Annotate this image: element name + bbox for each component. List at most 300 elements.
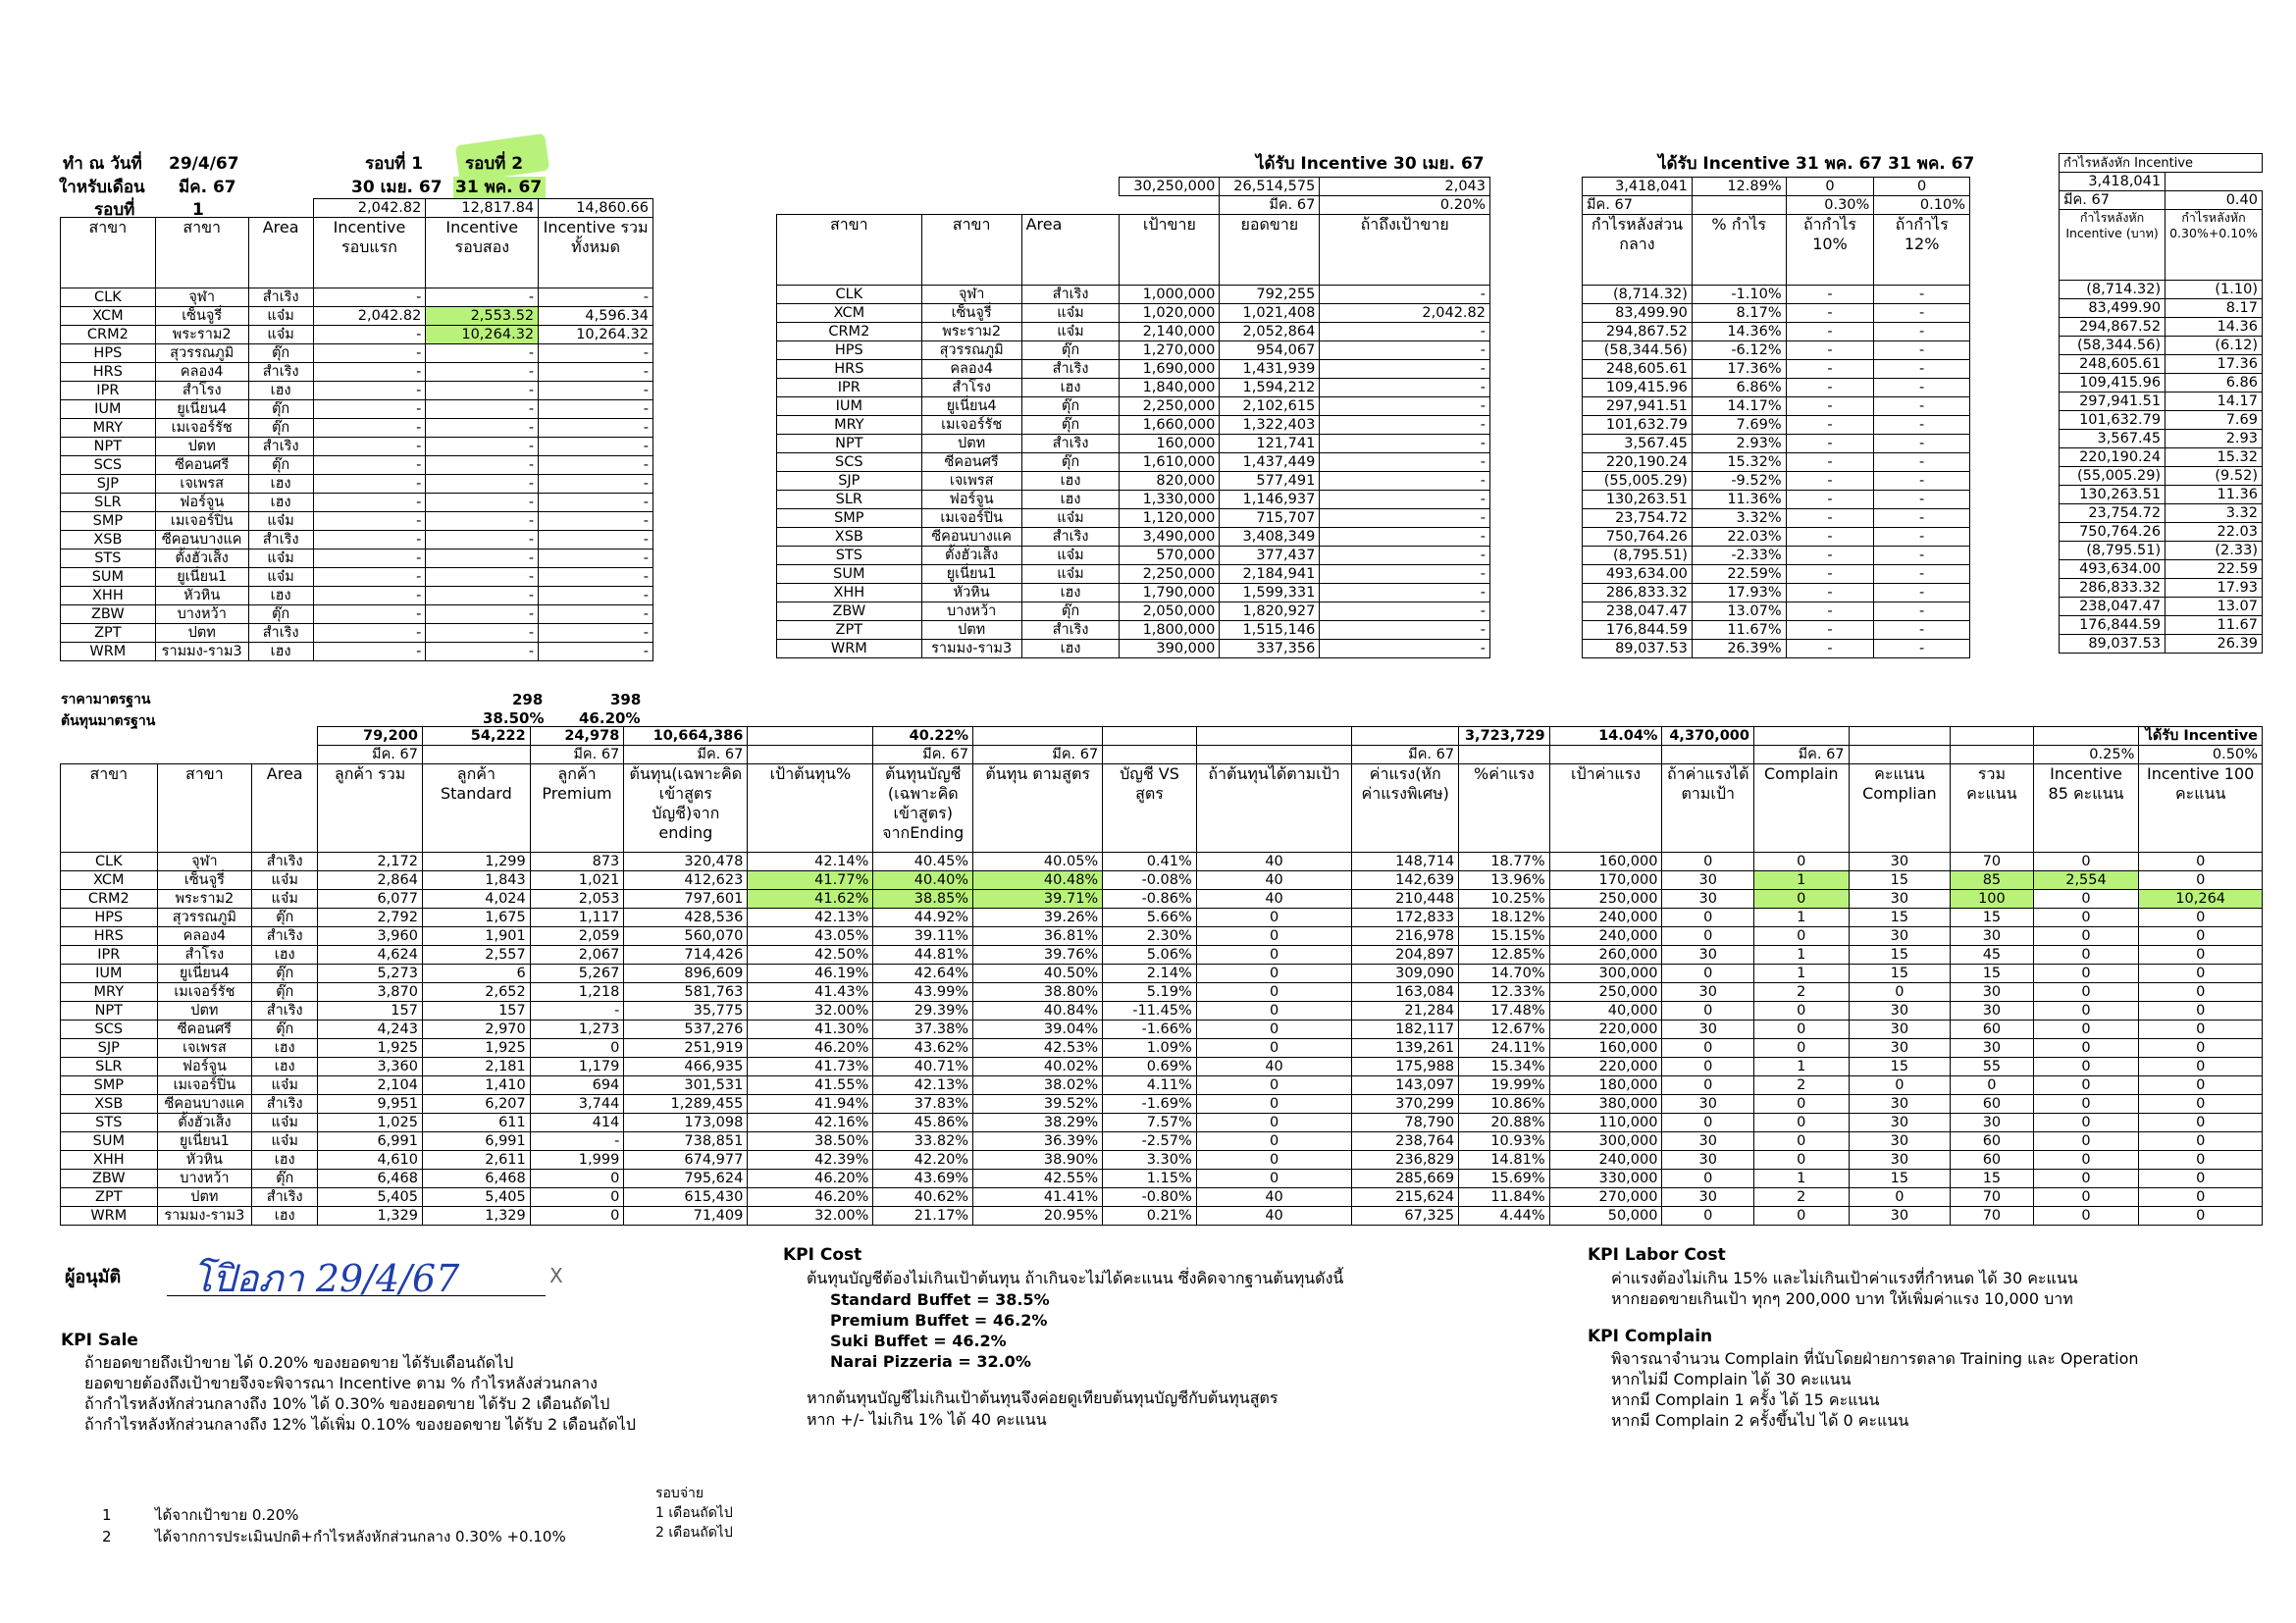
t3-cell: 17.36% [1692, 360, 1786, 379]
t3-cell: - [1874, 528, 1970, 547]
t5-cell: 3.30% [1103, 1151, 1197, 1170]
t3-cell: - [1786, 528, 1874, 547]
t5-cell: 251,919 [624, 1039, 748, 1058]
t5-header: คะแนน Complian [1849, 764, 1951, 853]
table-row [2060, 337, 2263, 355]
t5-cell: 36.39% [973, 1132, 1103, 1151]
t5-cell: 40.45% [873, 853, 973, 871]
t5-cell: 2,652 [422, 983, 530, 1002]
t5-cell: 0 [1753, 1207, 1849, 1226]
t5-cell: จุฬา [157, 853, 252, 871]
table-row [1583, 584, 1970, 602]
t5-cell: 0 [2033, 965, 2139, 983]
kpi-sale-title: KPI Sale [61, 1331, 138, 1350]
t5-cell: 0 [1196, 946, 1352, 965]
t3-cell: - [1874, 584, 1970, 602]
t2-cell: - [1320, 472, 1490, 491]
t2-cell: 1,594,212 [1220, 379, 1320, 397]
t5-cell: 0 [2033, 1170, 2139, 1188]
table-row [2060, 318, 2263, 337]
t5-cell: 5.19% [1103, 983, 1197, 1002]
t5-cell: 21,284 [1352, 1002, 1459, 1021]
t3-cell: 83,499.90 [1583, 304, 1693, 323]
t5-cell: 1.15% [1103, 1170, 1197, 1188]
t2-cell: เมเจอร์รัช [921, 416, 1021, 435]
t5-cell: 330,000 [1549, 1170, 1662, 1188]
t1-cell: จุฬา [155, 288, 248, 307]
t5-cell: 4,024 [422, 890, 530, 909]
t5-cell: 30 [1662, 871, 1754, 890]
t5-cell: 1,675 [422, 909, 530, 927]
t5-cell: 30 [1951, 983, 2033, 1002]
t5-sub [1459, 746, 1550, 764]
t3-cell: - [1786, 323, 1874, 341]
t4-cell: 750,764.26 [2060, 523, 2166, 542]
t3-cell: - [1874, 453, 1970, 472]
t5-cell: 1,925 [422, 1039, 530, 1058]
t2-cell: ตุ๊ก [1021, 453, 1120, 472]
t5-cell: 42.53% [973, 1039, 1103, 1058]
t5-cell: 29.39% [873, 1002, 973, 1021]
t5-cell: 0 [1196, 1076, 1352, 1095]
t3-cell: 17.93% [1692, 584, 1786, 602]
t5-cell: 2.30% [1103, 927, 1197, 946]
t5-total: 40.22% [873, 727, 973, 746]
t5-sub: มีค. 67 [530, 746, 624, 764]
t2-total-incentive: 2,043 [1320, 178, 1490, 196]
t5-cell: WRM [61, 1207, 158, 1226]
t1-cell: - [426, 643, 539, 661]
t5-sub: 0.50% [2139, 746, 2263, 764]
t5-total: 3,723,729 [1459, 727, 1550, 746]
t5-cell: 412,623 [624, 871, 748, 890]
t5-cell: XCM [61, 871, 158, 890]
table-row [777, 491, 1490, 509]
t1-cell: - [313, 288, 426, 307]
kpi-cost-item: Premium Buffet = 46.2% [830, 1311, 1048, 1330]
t1-cell: 2,553.52 [426, 307, 539, 326]
t2-sub-rate: 0.20% [1320, 196, 1490, 215]
t5-cell: 4.44% [1459, 1207, 1550, 1226]
t4-cell: 130,263.51 [2060, 486, 2166, 504]
t4-cell: 17.93 [2166, 579, 2263, 598]
t5-cell: ตุ๊ก [252, 965, 318, 983]
t2-cell: 577,491 [1220, 472, 1320, 491]
t2-cell: IUM [777, 397, 922, 416]
t1-cell: ยูเนี่ยน1 [155, 568, 248, 587]
t5-cell: 4,624 [318, 946, 423, 965]
t5-cell: NPT [61, 1002, 158, 1021]
t5-cell: 6,468 [422, 1170, 530, 1188]
t5-cell: 5,267 [530, 965, 624, 983]
table-row [61, 946, 2263, 965]
t5-cell: 0 [2139, 1151, 2263, 1170]
t5-cell: 0 [2033, 1076, 2139, 1095]
t1-cell: แจ๋ม [248, 307, 313, 326]
t3-cell: - [1874, 360, 1970, 379]
t5-cell: 380,000 [1549, 1095, 1662, 1114]
t5-cell: 40.50% [973, 965, 1103, 983]
t2-cell: ZBW [777, 602, 922, 621]
t4-cell: 13.07 [2166, 598, 2263, 616]
t5-cell: 0 [1662, 927, 1754, 946]
t4-cell: 22.59 [2166, 560, 2263, 579]
t5-cell: 0 [2033, 1058, 2139, 1076]
t5-cell: เฮง [252, 1151, 318, 1170]
t5-cell: 15 [1849, 965, 1951, 983]
t1-cell: หัวหิน [155, 587, 248, 605]
t5-cell: 2,970 [422, 1021, 530, 1039]
t5-cell: สำเริง [252, 1002, 318, 1021]
table-row [777, 360, 1490, 379]
t5-cell: 19.99% [1459, 1076, 1550, 1095]
round1-label: รอบที่ 1 [365, 154, 424, 174]
t4-header: กำไรหลังหัก Incentive (บาท) [2060, 210, 2166, 281]
t1-cell: - [313, 363, 426, 382]
t5-cell: 2,792 [318, 909, 423, 927]
t3-sub-rate1: 0.30% [1786, 196, 1874, 215]
t5-cell: 60 [1951, 1095, 2033, 1114]
t5-sub [748, 746, 873, 764]
t5-cell: 9,951 [318, 1095, 423, 1114]
t2-cell: - [1320, 584, 1490, 602]
table-row [61, 344, 653, 363]
t5-cell: 1,329 [318, 1207, 423, 1226]
kpi-cost-line1: หากต้นทุนบัญชีไม่เกินเป้าต้นทุนจึงค่อยดูเทียบต้นทุนบัญชีกับต้นทุนสูตร [807, 1388, 1278, 1407]
t5-cell: 7.57% [1103, 1114, 1197, 1132]
t4-cell: 23,754.72 [2060, 504, 2166, 523]
table-row [61, 550, 653, 568]
t5-cell: 45 [1951, 946, 2033, 965]
t5-cell: 0 [530, 1188, 624, 1207]
t1-cell: 10,264.32 [539, 326, 653, 344]
t5-cell: 240,000 [1549, 1151, 1662, 1170]
t5-cell: 160,000 [1549, 853, 1662, 871]
t4-cell: 15.32 [2166, 448, 2263, 467]
t5-cell: 30 [1849, 927, 1951, 946]
t5-cell: 220,000 [1549, 1021, 1662, 1039]
t5-cell: 2,053 [530, 890, 624, 909]
t5-cell: 15 [1849, 1058, 1951, 1076]
t1-total-1: 2,042.82 [313, 199, 426, 218]
t5-cell: 37.38% [873, 1021, 973, 1039]
t3-cell: - [1874, 416, 1970, 435]
t5-cell: 0 [530, 1039, 624, 1058]
t5-sub: มีค. 67 [1352, 746, 1459, 764]
t5-cell: 30 [1662, 1095, 1754, 1114]
t1-cell: IPR [61, 382, 156, 400]
t1-cell: IUM [61, 400, 156, 419]
t2-cell: 1,437,449 [1220, 453, 1320, 472]
t5-cell: สำเริง [252, 1188, 318, 1207]
kpi-cost-line2: หาก +/- ไม่เกิน 1% ได้ 40 คะแนน [807, 1410, 1047, 1429]
t3-cell: - [1874, 602, 1970, 621]
table-row [2060, 616, 2263, 635]
t4-cell: 248,605.61 [2060, 355, 2166, 374]
t5-cell: 17.48% [1459, 1002, 1550, 1021]
t3-cell: -2.33% [1692, 547, 1786, 565]
t1-cell: - [426, 382, 539, 400]
t2-cell: 1,322,403 [1220, 416, 1320, 435]
t2-cell: 1,800,000 [1120, 621, 1220, 640]
t1-cell: ZBW [61, 605, 156, 624]
t5-cell: 38.02% [973, 1076, 1103, 1095]
table-row [2060, 448, 2263, 467]
t3-cell: - [1786, 565, 1874, 584]
t3-cell: 6.86% [1692, 379, 1786, 397]
t5-cell: 0 [1753, 927, 1849, 946]
kpi-labor-title: KPI Labor Cost [1588, 1245, 1726, 1265]
t5-cell: 30 [1849, 1039, 1951, 1058]
incentive-round-table [60, 198, 653, 661]
t1-cell: WRM [61, 643, 156, 661]
t2-cell: 2,050,000 [1120, 602, 1220, 621]
kpi-score-table [60, 726, 2263, 1226]
t2-cell: ยูเนี่ยน1 [921, 565, 1021, 584]
t5-cell: 30 [1951, 1114, 2033, 1132]
t5-total-blank [157, 727, 252, 746]
t5-cell: 157 [318, 1002, 423, 1021]
t3-cell: 26.39% [1692, 640, 1786, 658]
t5-cell: 250,000 [1549, 890, 1662, 909]
t5-cell: -11.45% [1103, 1002, 1197, 1021]
t5-cell: 714,426 [624, 946, 748, 965]
table-row [1583, 547, 1970, 565]
t5-cell: 15 [1951, 1170, 2033, 1188]
profit-after-incentive-table [2059, 153, 2263, 654]
t3-cell: 11.67% [1692, 621, 1786, 640]
t1-cell: - [313, 400, 426, 419]
t1-header: Incentive รอบแรก [313, 218, 426, 288]
t5-cell: 0 [1196, 1114, 1352, 1132]
t2-cell: 1,790,000 [1120, 584, 1220, 602]
t5-cell: 35,775 [624, 1002, 748, 1021]
t1-cell: - [539, 475, 653, 494]
t1-cell: - [539, 419, 653, 438]
t2-cell: SLR [777, 491, 922, 509]
t5-cell: IUM [61, 965, 158, 983]
t4-cell: (6.12) [2166, 337, 2263, 355]
t3-cell: - [1874, 341, 1970, 360]
table-row [777, 453, 1490, 472]
table-row [1583, 360, 1970, 379]
t5-total [2033, 727, 2139, 746]
t5-cell: 39.76% [973, 946, 1103, 965]
t4-cell: 83,499.90 [2060, 299, 2166, 318]
t1-cell: ปตท [155, 438, 248, 456]
t4-cell: 3.32 [2166, 504, 2263, 523]
t1-cell: - [313, 382, 426, 400]
t1-cell: - [313, 344, 426, 363]
kpi-complain-line: หากไม่มี Complain ได้ 30 คะแนน [1611, 1370, 1852, 1388]
kpi-labor-line: ค่าแรงต้องไม่เกิน 15% และไม่เกินเป้าค่าแรงที่กำหนด ได้ 30 คะแนน [1611, 1269, 2078, 1287]
t5-cell: 428,536 [624, 909, 748, 927]
t5-cell: 0 [1662, 1076, 1754, 1095]
t5-cell: คลอง4 [157, 927, 252, 946]
table-row [61, 494, 653, 512]
t2-cell: - [1320, 565, 1490, 584]
table-row [2060, 598, 2263, 616]
table-row [61, 419, 653, 438]
t3-header: ถ้ากำไร 10% [1786, 215, 1874, 286]
t5-cell: 0 [2139, 1170, 2263, 1188]
t5-cell: 0 [1753, 1151, 1849, 1170]
t5-cell: -0.86% [1103, 890, 1197, 909]
t5-cell: 30 [1849, 1021, 1951, 1039]
t5-cell: ซีคอนศรี [157, 1021, 252, 1039]
table-row [1583, 304, 1970, 323]
t2-cell: 1,690,000 [1120, 360, 1220, 379]
table-row [1583, 286, 1970, 304]
table-row [61, 456, 653, 475]
t5-cell: 36.81% [973, 927, 1103, 946]
t3-cell: 14.36% [1692, 323, 1786, 341]
t5-cell: 41.55% [748, 1076, 873, 1095]
t1-cell: ยูเนี่ยน4 [155, 400, 248, 419]
t5-cell: SJP [61, 1039, 158, 1058]
t5-cell: 30 [1849, 853, 1951, 871]
t5-cell: 0 [2033, 1095, 2139, 1114]
t5-cell: 10.86% [1459, 1095, 1550, 1114]
t5-cell: 60 [1951, 1151, 2033, 1170]
t5-cell: 46.19% [748, 965, 873, 983]
t5-cell: CRM2 [61, 890, 158, 909]
t5-cell: 1,843 [422, 871, 530, 890]
table-row [61, 1114, 2263, 1132]
t1-cell: CRM2 [61, 326, 156, 344]
t5-cell: 42.16% [748, 1114, 873, 1132]
t2-cell: รามมง-ราม3 [921, 640, 1021, 658]
t1-cell: สุวรรณภูมิ [155, 344, 248, 363]
kpi-complain-text [1611, 1348, 2139, 1431]
t3-cell: -6.12% [1692, 341, 1786, 360]
t5-sub-blank [252, 746, 318, 764]
t5-total [973, 727, 1103, 746]
t5-cell: 1,025 [318, 1114, 423, 1132]
std-cost-p1: 38.50% [483, 709, 545, 727]
t4-cell: (9.52) [2166, 467, 2263, 486]
t1-cell: - [426, 475, 539, 494]
t5-cell: 1 [1753, 871, 1849, 890]
t5-cell: 42.13% [873, 1076, 973, 1095]
t5-cell: 0 [2033, 890, 2139, 909]
t5-cell: 41.43% [748, 983, 873, 1002]
t3-cell: 8.17% [1692, 304, 1786, 323]
t2-cell: จุฬา [921, 286, 1021, 304]
t1-cell: SJP [61, 475, 156, 494]
t5-header: ค่าแรง(หักค่าแรงพิเศษ) [1352, 764, 1459, 853]
t5-cell: 0 [1662, 1058, 1754, 1076]
t3-cell: 89,037.53 [1583, 640, 1693, 658]
t5-sub-blank [157, 746, 252, 764]
table-row [777, 341, 1490, 360]
t3-cell: 109,415.96 [1583, 379, 1693, 397]
t5-cell: 30 [1951, 1039, 2033, 1058]
t5-total: 79,200 [318, 727, 423, 746]
t3-total-10: 0 [1786, 178, 1874, 196]
t2-cell: 377,437 [1220, 547, 1320, 565]
kpi-cost-item: Standard Buffet = 38.5% [830, 1290, 1050, 1309]
t3-cell: 101,632.79 [1583, 416, 1693, 435]
t5-cell: 795,624 [624, 1170, 748, 1188]
t5-cell: 10.25% [1459, 890, 1550, 909]
t3-cell: - [1786, 509, 1874, 528]
t4-cell: 109,415.96 [2060, 374, 2166, 393]
t3-cell: (55,005.29) [1583, 472, 1693, 491]
t2-cell: - [1320, 621, 1490, 640]
t5-cell: 40.40% [873, 871, 973, 890]
table-row [1583, 323, 1970, 341]
t5-cell: 70 [1951, 853, 2033, 871]
t4-cell: 238,047.47 [2060, 598, 2166, 616]
t5-cell: -1.69% [1103, 1095, 1197, 1114]
t3-cell: - [1786, 491, 1874, 509]
t5-cell: 14.70% [1459, 965, 1550, 983]
t5-total-blank [61, 727, 158, 746]
t5-cell: 370,299 [1352, 1095, 1459, 1114]
t5-cell: 39.52% [973, 1095, 1103, 1114]
t5-cell: 5.06% [1103, 946, 1197, 965]
t5-cell: 0 [1951, 1076, 2033, 1095]
t3-cell: - [1874, 491, 1970, 509]
t5-cell: 42.55% [973, 1170, 1103, 1188]
t5-cell: 3,960 [318, 927, 423, 946]
kpi-labor-line: หากยอดขายเกินเป้า ทุกๆ 200,000 บาท ให้เพิ่มค่าแรง 10,000 บาท [1611, 1289, 2073, 1308]
t5-cell: 0 [1662, 1039, 1754, 1058]
t2-cell: - [1320, 416, 1490, 435]
kpi-complain-title: KPI Complain [1588, 1327, 1713, 1346]
t2-cell: 2,250,000 [1120, 565, 1220, 584]
t3-cell: - [1786, 547, 1874, 565]
table-row [777, 323, 1490, 341]
t1-cell: - [313, 550, 426, 568]
t1-cell: - [426, 363, 539, 382]
t5-cell: 0 [530, 1170, 624, 1188]
t1-cell: - [313, 512, 426, 531]
t5-total: 14.04% [1549, 727, 1662, 746]
t5-cell: 581,763 [624, 983, 748, 1002]
t5-cell: 240,000 [1549, 927, 1662, 946]
table-row [777, 397, 1490, 416]
t3-cell: - [1874, 565, 1970, 584]
table-row [61, 475, 653, 494]
t5-cell: 0 [2139, 1132, 2263, 1151]
t5-cell: 2,067 [530, 946, 624, 965]
t4-cell: 89,037.53 [2060, 635, 2166, 654]
t1-cell: - [539, 438, 653, 456]
t3-cell: 176,844.59 [1583, 621, 1693, 640]
date-value: 29/4/67 [169, 154, 239, 174]
t4-cell: 493,634.00 [2060, 560, 2166, 579]
t4-title: กำไรหลังหัก Incentive [2060, 154, 2263, 173]
t5-cell: 0 [1662, 1170, 1754, 1188]
t5-cell: 797,601 [624, 890, 748, 909]
table-row [777, 472, 1490, 491]
t1-header: Area [248, 218, 313, 288]
t2-cell: 1,000,000 [1120, 286, 1220, 304]
t2-cell: 1,270,000 [1120, 341, 1220, 360]
table-row [61, 1058, 2263, 1076]
t4-cell: (2.33) [2166, 542, 2263, 560]
t5-cell: ตั้งฮั่วเส็ง [157, 1114, 252, 1132]
t1-cell: - [426, 624, 539, 643]
t1-cell: เฮง [248, 382, 313, 400]
table-row [1583, 491, 1970, 509]
t5-cell: 10,264 [2139, 890, 2263, 909]
t1-cell: - [426, 400, 539, 419]
t5-cell: ปตท [157, 1188, 252, 1207]
t5-cell: MRY [61, 983, 158, 1002]
